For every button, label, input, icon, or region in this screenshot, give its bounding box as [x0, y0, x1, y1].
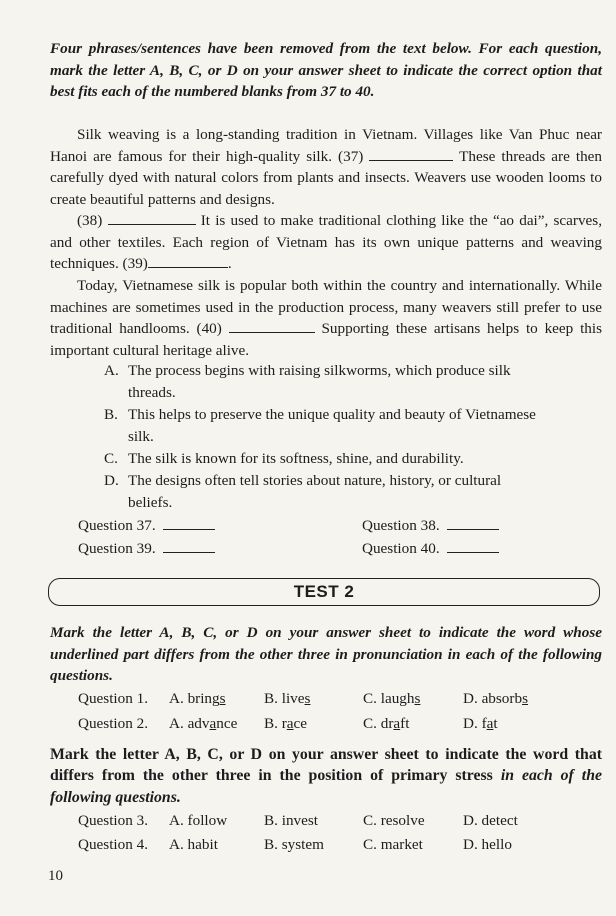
option-b-letter: B.: [104, 406, 118, 423]
question-2-option-a[interactable]: [169, 713, 237, 734]
blank-37: [369, 146, 453, 161]
paragraph-1-text-a: Silk weaving is a long-standing tradition in Vietnam. Villages like Van Phuc near Hanoi are famous for their high-quality silk. (37): [50, 126, 602, 165]
paragraph-3-text-a: Today, Vietnamese silk is popular both within the country and internationally. While machines are sometimes used in the production process, many weavers still prefer to use traditional handlooms. (40): [50, 277, 602, 338]
blank-38-label: (38): [77, 212, 103, 229]
opt-word: f: [481, 715, 487, 732]
question-2-option-d[interactable]: [463, 713, 498, 734]
opt-word-end: nce: [216, 715, 238, 732]
paragraph-2-end: .: [227, 255, 232, 273]
pronunciation-instruction: [50, 622, 602, 687]
option-b: [104, 404, 602, 447]
question-3-option-c[interactable]: C. resolve: [363, 812, 425, 829]
option-c-text: The silk is known for its softness, shine, and durability.: [128, 450, 464, 467]
question-1-label: Question 1.: [78, 690, 149, 707]
blank-40: [229, 318, 315, 333]
question-2-option-c[interactable]: [363, 713, 409, 734]
opt-letter: C.: [363, 690, 381, 707]
option-d-text: The designs often tell stories about nature, history, or cultural: [128, 472, 502, 489]
opt-letter: A.: [169, 690, 188, 707]
page-number: 10: [48, 868, 63, 884]
question-4-option-d[interactable]: D. hello: [463, 836, 512, 853]
reading-instruction: Four phrases/sentences have been removed from the text below. For each question, mark the letter A, B, C, or D on your answer sheet to indicate the correct option that best fits each of the numbered blanks from 37 to 40.: [50, 40, 602, 101]
option-c: [104, 448, 602, 470]
opt-word-end: ft: [400, 715, 410, 732]
underlined-part: a: [286, 715, 294, 732]
opt-word: adv: [187, 715, 210, 732]
opt-letter: B.: [264, 690, 282, 707]
question-3-option-d[interactable]: D. detect: [463, 812, 518, 829]
stress-instruction: [50, 744, 602, 808]
underlined-part: s: [522, 690, 528, 707]
question-1-option-c[interactable]: [363, 688, 420, 709]
option-a-letter: A.: [104, 362, 119, 379]
option-a-text-cont: threads.: [128, 383, 176, 401]
option-d-letter: D.: [104, 472, 119, 489]
stress-instruction-text: Mark the letter A, B, C, or D on your answer sheet to indicate the word that differs from the other three in the position of primary stress: [50, 746, 602, 785]
question-3-label: Question 3.: [78, 812, 149, 829]
question-4-option-a[interactable]: A. habit: [169, 836, 218, 853]
answer-label-37: Question 37.: [78, 517, 156, 534]
opt-word: r: [281, 715, 287, 732]
blank-38: [108, 210, 196, 225]
option-c-letter: C.: [104, 450, 118, 467]
question-3-option-b[interactable]: B. invest: [264, 812, 319, 829]
answer-line-38: [362, 515, 499, 536]
underlined-part: s: [304, 690, 311, 707]
answer-blank-38[interactable]: [447, 515, 499, 530]
option-a: [104, 360, 602, 403]
opt-letter: A.: [169, 715, 188, 732]
stress-instruction-emph: in each of the following questions.: [50, 767, 602, 806]
question-4-option-c[interactable]: C. market: [363, 836, 423, 853]
opt-word: laugh: [380, 690, 415, 707]
question-2-option-b[interactable]: [264, 713, 307, 734]
option-b-text: This helps to preserve the unique quality and beauty of Vietnamese: [128, 406, 536, 423]
opt-word: bring: [187, 690, 220, 707]
underlined-part: a: [393, 715, 401, 732]
paragraph-1-text-b: These threads are then carefully dyed with natural colors from plants and insects. Weavers use wooden looms to create beautiful patterns and designs.: [50, 147, 602, 208]
opt-letter: B.: [264, 715, 282, 732]
answer-blank-40[interactable]: [447, 538, 499, 553]
answer-blank-39[interactable]: [163, 538, 215, 553]
opt-word: absorb: [481, 690, 523, 707]
option-d-text-cont: beliefs.: [128, 493, 173, 511]
opt-word-end: t: [493, 715, 498, 732]
question-4-label: Question 4.: [78, 836, 149, 853]
option-a-text: The process begins with raising silkworms, which produce silk: [128, 362, 511, 379]
underlined-part: a: [486, 715, 494, 732]
passage-paragraph-2: [50, 210, 602, 275]
option-d: [104, 470, 602, 513]
answer-label-38: Question 38.: [362, 517, 440, 534]
answer-blank-37[interactable]: [163, 515, 215, 530]
question-2-label: Question 2.: [78, 715, 149, 732]
question-4-option-b[interactable]: B. system: [264, 836, 324, 853]
question-1-option-b[interactable]: [264, 688, 310, 709]
test-header-box: [48, 578, 600, 606]
blank-39: [148, 253, 228, 268]
passage-paragraph-3: [50, 275, 602, 361]
test-title: TEST 2: [293, 582, 355, 601]
answer-label-40: Question 40.: [362, 540, 440, 557]
question-1-option-d[interactable]: [463, 688, 528, 709]
underlined-part: s: [414, 690, 421, 707]
opt-word: live: [281, 690, 305, 707]
underlined-part: a: [209, 715, 217, 732]
passage-paragraph-1: [50, 124, 602, 210]
paragraph-2-text: It is used to make traditional clothing like the “ao dai”, scarves, and other textiles. Each region of Vietnam has its own unique patterns and weaving techniques. (39): [50, 212, 603, 273]
opt-letter: D.: [463, 715, 482, 732]
opt-letter: C.: [363, 715, 381, 732]
question-3-option-a[interactable]: A. follow: [169, 812, 228, 829]
answer-line-39: [78, 538, 215, 559]
opt-word: dr: [380, 715, 394, 732]
answer-line-37: [78, 515, 215, 536]
underlined-part: s: [219, 690, 226, 707]
pronunciation-instruction-text: Mark the letter A, B, C, or D on your answer sheet to indicate the word whose underlined part differs from the other three in pronunciation in each of the following questions.: [50, 624, 602, 685]
question-1-option-a[interactable]: [169, 688, 226, 709]
answer-line-40: [362, 538, 499, 559]
answer-label-39: Question 39.: [78, 540, 156, 557]
option-b-text-cont: silk.: [128, 427, 154, 445]
paragraph-3-text-b: Supporting these artisans helps to keep this important cultural heritage alive.: [50, 320, 603, 359]
opt-letter: D.: [463, 690, 482, 707]
opt-word-end: ce: [293, 715, 308, 732]
